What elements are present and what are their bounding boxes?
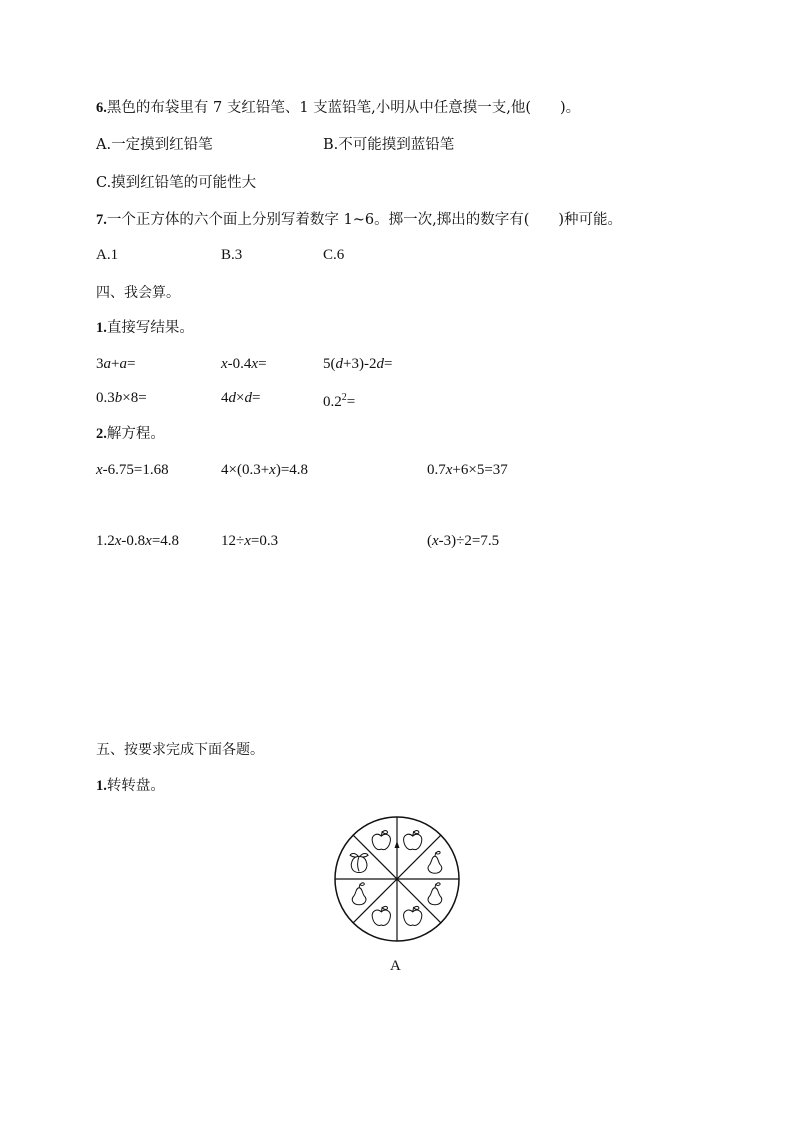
question-text: 一个正方体的六个面上分别写着数字 1~6。掷一次,掷出的数字有( )种可能。	[106, 212, 623, 228]
part-2-heading	[96, 425, 165, 443]
part-1-heading	[96, 777, 165, 795]
expression: x-0.4x=	[221, 356, 267, 372]
option-c: C.摸到红铅笔的可能性大	[96, 175, 257, 191]
peach-icon	[350, 854, 368, 873]
section-5-title: 五、按要求完成下面各题。	[96, 742, 264, 758]
part-number: 1.	[96, 320, 107, 336]
option-b: B.3	[221, 247, 243, 263]
question-6	[96, 99, 580, 117]
equation: (x-3)÷2=7.5	[427, 533, 500, 549]
expression: 4d×d=	[221, 390, 261, 406]
question-text: 黑色的布袋里有 7 支红铅笔、1 支蓝铅笔,小明从中任意摸一支,他( )。	[106, 100, 581, 116]
equation: 1.2x-0.8x=4.8	[96, 533, 180, 549]
part-title: 解方程。	[106, 426, 165, 442]
section-4-title: 四、我会算。	[96, 285, 180, 301]
option-a: A.一定摸到红铅笔	[96, 137, 213, 153]
expression: 5(d+3)-2d=	[323, 356, 393, 372]
question-number: 6.	[96, 100, 107, 116]
spinner-caption: A	[390, 958, 401, 974]
expression: 0.3b×8=	[96, 390, 147, 406]
part-title: 直接写结果。	[106, 320, 194, 336]
expression: $0.2^2=$	[323, 392, 356, 410]
equation: 4×(0.3+x)=4.8	[221, 462, 309, 478]
part-number: 2.	[96, 426, 107, 442]
spinner-diagram	[333, 815, 461, 943]
question-7	[96, 211, 622, 229]
part-number: 1.	[96, 778, 107, 794]
option-a: A.1	[96, 247, 119, 263]
part-title: 转转盘。	[106, 778, 165, 794]
spinner-svg	[333, 815, 461, 943]
equation: x-6.75=1.68	[96, 462, 169, 478]
equation: 0.7x+6×5=37	[427, 462, 508, 478]
option-b: B.不可能摸到蓝铅笔	[323, 137, 455, 153]
equation: 12÷x=0.3	[221, 533, 279, 549]
expression: 3a+a=	[96, 356, 136, 372]
option-c: C.6	[323, 247, 345, 263]
part-1-heading	[96, 319, 194, 337]
question-number: 7.	[96, 212, 107, 228]
